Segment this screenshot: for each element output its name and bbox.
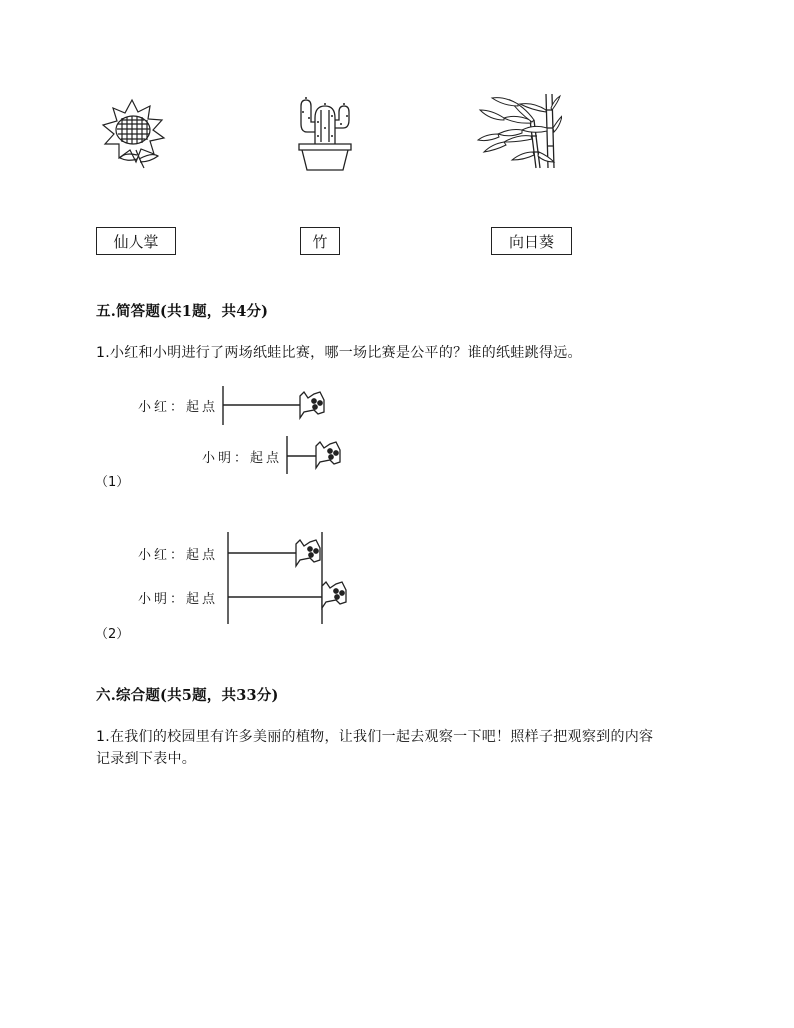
race2-xiaoming-label: 小明：起点 bbox=[138, 592, 219, 607]
race2-xiaohong-frog-icon bbox=[296, 540, 320, 566]
sunflower-icon bbox=[92, 92, 172, 172]
race1-label: （1） bbox=[95, 475, 130, 490]
section6-heading: 六.综合题(共5题，共33分) bbox=[96, 687, 279, 704]
race1-xiaoming-label: 小明：起点 bbox=[202, 451, 283, 466]
section5-question: 1.小红和小明进行了两场纸蛙比赛，哪一场比赛是公平的？谁的纸蛙跳得远。 bbox=[96, 345, 582, 361]
race1-diagram bbox=[210, 380, 360, 480]
race2-xiaoming-frog-icon bbox=[322, 582, 346, 608]
race2-label: （2） bbox=[95, 627, 130, 642]
race2-xiaohong-label: 小红：起点 bbox=[138, 548, 219, 563]
label-box-bamboo: 竹 bbox=[300, 227, 340, 255]
race2-diagram bbox=[220, 528, 370, 628]
section6-question-line1: 1.在我们的校园里有许多美丽的植物，让我们一起去观察一下吧！照样子把观察到的内容 bbox=[96, 729, 654, 745]
cactus-icon bbox=[293, 92, 357, 176]
label-box-sunflower: 向日葵 bbox=[491, 227, 572, 255]
race1-xiaohong-label: 小红：起点 bbox=[138, 400, 219, 415]
bamboo-icon bbox=[474, 90, 562, 172]
race1-xiaohong-frog-icon bbox=[300, 392, 324, 418]
section5-heading: 五.简答题(共1题，共4分) bbox=[96, 303, 269, 320]
race1-xiaoming-frog-icon bbox=[316, 442, 340, 468]
section6-question-line2: 记录到下表中。 bbox=[96, 751, 197, 767]
label-box-cactus: 仙人掌 bbox=[96, 227, 176, 255]
